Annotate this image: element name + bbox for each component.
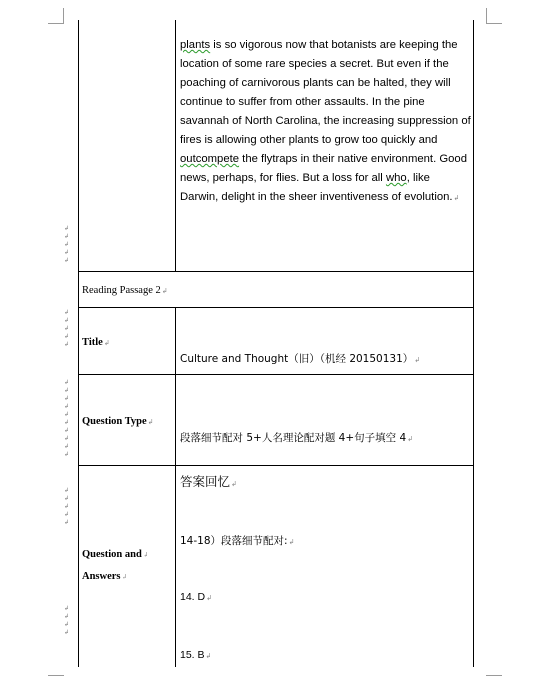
crop-mark bbox=[486, 675, 502, 676]
answers-section-heading: 14-18）段落细节配对: bbox=[180, 534, 288, 547]
spellcheck-word: who bbox=[385, 172, 407, 184]
question-type-row bbox=[79, 374, 474, 465]
margin-paragraph-marks: ↲ ↲ ↲ ↲ bbox=[64, 606, 70, 636]
answers-label-line1: Question and bbox=[82, 549, 142, 560]
reading-passage-row bbox=[79, 271, 474, 307]
question-info-table bbox=[78, 20, 474, 667]
answers-label-line2: Answers bbox=[82, 571, 121, 582]
passage-row bbox=[79, 20, 474, 271]
question-type-value: 段落细节配对 5+人名理论配对题 4+句子填空 4 bbox=[180, 431, 407, 444]
answer-item: 14. D bbox=[180, 590, 206, 603]
passage-text-cell[interactable] bbox=[176, 20, 474, 271]
crop-mark bbox=[63, 8, 64, 24]
reading-passage-label: Reading Passage 2 bbox=[82, 285, 161, 296]
title-row bbox=[79, 307, 474, 374]
question-type-label-cell[interactable]: Question Type↲ bbox=[79, 374, 176, 465]
crop-mark bbox=[486, 23, 502, 24]
answers-label-cell[interactable]: Question and↲ Answers↲ bbox=[79, 465, 176, 667]
title-label-cell[interactable]: Title↲ bbox=[79, 307, 176, 374]
crop-mark bbox=[486, 8, 487, 24]
passage-paragraph: plants is so vigorous now that botanists are keeping the location of some rare species a secret. But even if the poaching of carnivorous plants can be halted, they will continue to suffer from other assaults. In the pine savannah of North Carolina, the increasing suppression of fires is allowing other plants to grow too quickly and outcompete the flytraps in their native environment. Good news, perhaps, for flies. But a loss for all who, like Darwin, delight in the sheer inventiveness of evolution.↲ bbox=[180, 39, 471, 203]
title-value-cell[interactable]: Culture and Thought（旧）（机经 20150131）↲ bbox=[176, 307, 474, 374]
title-value: Culture and Thought（旧）（机经 20150131） bbox=[180, 352, 414, 365]
margin-paragraph-marks: ↲ ↲ ↲ ↲ ↲ bbox=[64, 488, 70, 526]
margin-paragraph-marks: ↲ ↲ ↲ ↲ ↲ ↲ ↲ ↲ ↲ ↲ bbox=[64, 380, 70, 458]
reading-passage-cell[interactable]: Reading Passage 2↲ bbox=[79, 271, 474, 307]
spellcheck-word: plants bbox=[180, 39, 211, 51]
answer-item: 15. B bbox=[180, 648, 205, 661]
question-type-label: Question Type bbox=[82, 415, 147, 427]
empty-label-cell bbox=[79, 20, 176, 271]
title-label: Title bbox=[82, 336, 103, 348]
margin-paragraph-marks: ↲ ↲ ↲ ↲ ↲ bbox=[64, 310, 70, 348]
spellcheck-word: outcompete bbox=[180, 153, 240, 165]
margin-paragraph-marks: ↲ ↲ ↲ ↲ ↲ bbox=[64, 226, 70, 264]
answers-heading: 答案回忆 bbox=[180, 473, 231, 489]
answers-value-cell[interactable]: 答案回忆↲ 14-18）段落细节配对:↲ 14. D↲ 15. B↲ bbox=[176, 465, 474, 667]
crop-mark bbox=[48, 23, 64, 24]
question-type-value-cell[interactable]: 段落细节配对 5+人名理论配对题 4+句子填空 4↲ bbox=[176, 374, 474, 465]
crop-mark bbox=[48, 675, 64, 676]
answers-row bbox=[79, 465, 474, 667]
